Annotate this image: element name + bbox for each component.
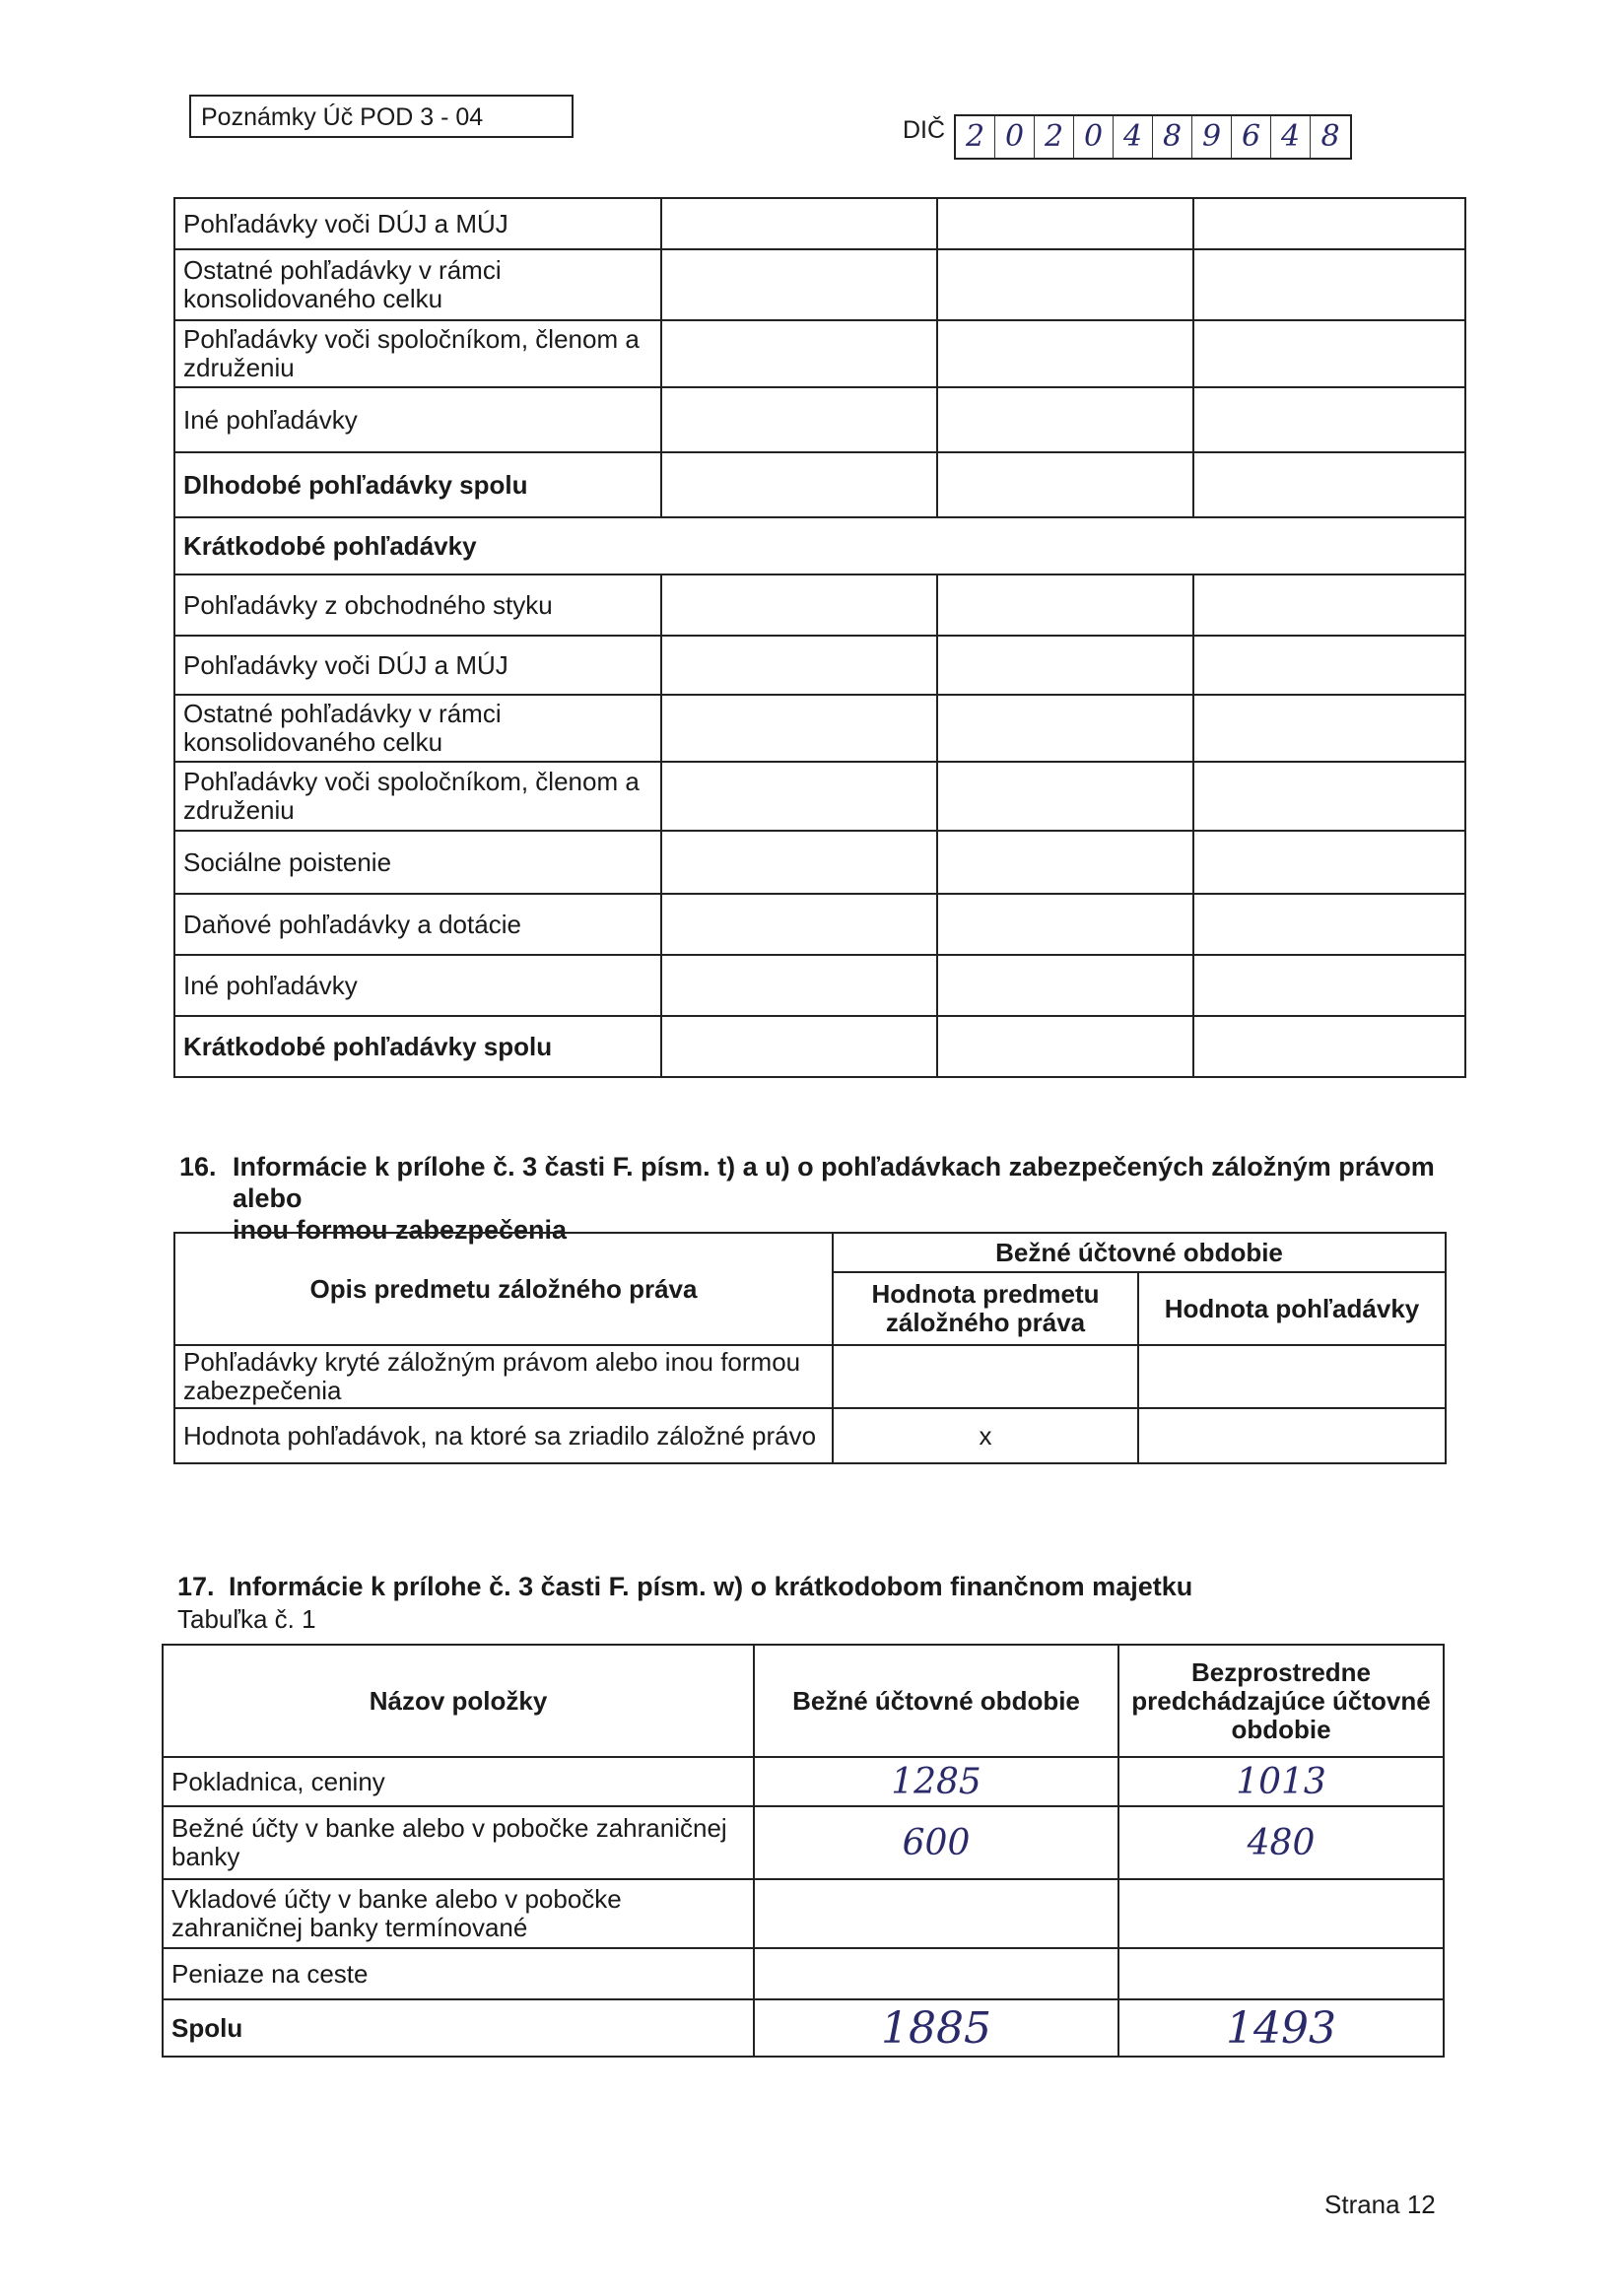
value-cell[interactable]: 480 [1118, 1806, 1444, 1879]
dic-digit: 2 [1035, 116, 1074, 158]
table-row [174, 762, 1465, 831]
table-label: Tabuľka č. 1 [177, 1604, 316, 1634]
col-header-previous: Bezprostredne predchádzajúce účtovné obdobie [1118, 1645, 1444, 1757]
row-label: Ostatné pohľadávky v rámci konsolidovaného celku [174, 695, 661, 762]
dic-digit: 6 [1232, 116, 1271, 158]
table-row [174, 831, 1465, 894]
row-label: Pohľadávky voči DÚJ a MÚJ [174, 636, 661, 695]
row-label: Pohľadávky z obchodného styku [174, 574, 661, 636]
row-label: Sociálne poistenie [174, 831, 661, 894]
table-row [174, 1016, 1465, 1077]
col-header-collateral: Hodnota predmetu záložného práva [833, 1272, 1138, 1345]
value-cell[interactable]: 600 [754, 1806, 1118, 1879]
value-cell[interactable] [833, 1345, 1138, 1408]
table-row [174, 198, 1465, 249]
table-row [174, 1345, 1446, 1408]
row-label: Spolu [163, 1999, 754, 2057]
value-cell[interactable] [1118, 1948, 1444, 1999]
dic-label: DIČ [903, 116, 946, 144]
dic-digit: 0 [995, 116, 1035, 158]
row-label: Iné pohľadávky [174, 955, 661, 1016]
dic-digit: 8 [1320, 119, 1340, 154]
receivables-table [173, 197, 1466, 1078]
row-label: Krátkodobé pohľadávky [174, 517, 1465, 574]
table-row [174, 249, 1465, 320]
dic-digit: 8 [1153, 116, 1192, 158]
dic-field [954, 114, 1352, 160]
value-cell[interactable]: x [833, 1408, 1138, 1463]
section16-title-line2: inou formou zabezpečenia [233, 1215, 568, 1245]
table-row [174, 517, 1465, 574]
row-label: Iné pohľadávky [174, 387, 661, 452]
row-label: Daňové pohľadávky a dotácie [174, 894, 661, 955]
table-header-row [174, 1233, 1446, 1272]
section16-title-line1: Informácie k prílohe č. 3 časti F. písm. t) a u) o pohľadávkach zabezpečených záložným právom alebo [233, 1152, 1435, 1213]
row-label: Hodnota pohľadávok, na ktoré sa zriadilo záložné právo [174, 1408, 833, 1463]
row-label: Krátkodobé pohľadávky spolu [174, 1016, 661, 1077]
dic-digit: 4 [1271, 116, 1311, 158]
form-label: Poznámky Úč POD 3 - 04 [189, 95, 574, 138]
financial-assets-table [162, 1644, 1445, 2058]
value-cell[interactable]: 1285 [754, 1757, 1118, 1806]
page-number: Strana 12 [1324, 2190, 1436, 2219]
value-cell[interactable] [1138, 1345, 1446, 1408]
value-cell[interactable] [1138, 1408, 1446, 1463]
col-header-receivable: Hodnota pohľadávky [1138, 1272, 1446, 1345]
value-cell[interactable]: 1885 [754, 1999, 1118, 2057]
row-label: Pohľadávky voči spoločníkom, členom a združeniu [174, 320, 661, 387]
table-row [174, 387, 1465, 452]
col-header-name: Názov položky [163, 1645, 754, 1757]
table-row [163, 1999, 1444, 2057]
collateral-table [173, 1232, 1447, 1464]
value-cell[interactable] [754, 1879, 1118, 1948]
row-label: Vkladové účty v banke alebo v pobočke zahraničnej banky termínované [163, 1879, 754, 1948]
table-row [174, 636, 1465, 695]
row-label: Dlhodobé pohľadávky spolu [174, 452, 661, 517]
row-label: Pohľadávky voči spoločníkom, členom a združeniu [174, 762, 661, 831]
dic-digit: 2 [956, 116, 995, 158]
col-header-period: Bežné účtovné obdobie [833, 1233, 1446, 1272]
table-row [174, 320, 1465, 387]
table-row [163, 1757, 1444, 1806]
table-row [174, 574, 1465, 636]
table-row [163, 1879, 1444, 1948]
row-label: Pokladnica, ceniny [163, 1757, 754, 1806]
section16-number: 16. [179, 1152, 217, 1182]
col-header-desc: Opis predmetu záložného práva [174, 1233, 833, 1345]
table-row [174, 452, 1465, 517]
table-row [174, 1408, 1446, 1463]
table-row [174, 894, 1465, 955]
col-header-current: Bežné účtovné obdobie [754, 1645, 1118, 1757]
row-label: Pohľadávky voči DÚJ a MÚJ [174, 198, 661, 249]
table-row [163, 1948, 1444, 1999]
value-cell[interactable]: 1493 [1118, 1999, 1444, 2057]
row-label: Peniaze na ceste [163, 1948, 754, 1999]
table-row [174, 955, 1465, 1016]
dic-digit: 0 [1074, 116, 1114, 158]
table-row [174, 695, 1465, 762]
table-row [163, 1806, 1444, 1879]
row-label: Bežné účty v banke alebo v pobočke zahraničnej banky [163, 1806, 754, 1879]
value-cell[interactable]: 1013 [1118, 1757, 1444, 1806]
section17-title: Informácie k prílohe č. 3 časti F. písm. w) o krátkodobom finančnom majetku [229, 1572, 1193, 1601]
row-label: Ostatné pohľadávky v rámci konsolidovaného celku [174, 249, 661, 320]
dic-digit: 4 [1114, 116, 1153, 158]
row-label: Pohľadávky kryté záložným právom alebo inou formou zabezpečenia [174, 1345, 833, 1408]
value-cell[interactable] [1118, 1879, 1444, 1948]
section17-number: 17. [177, 1572, 215, 1601]
value-cell[interactable] [754, 1948, 1118, 1999]
dic-digit: 9 [1192, 116, 1232, 158]
table-header-row [163, 1645, 1444, 1757]
